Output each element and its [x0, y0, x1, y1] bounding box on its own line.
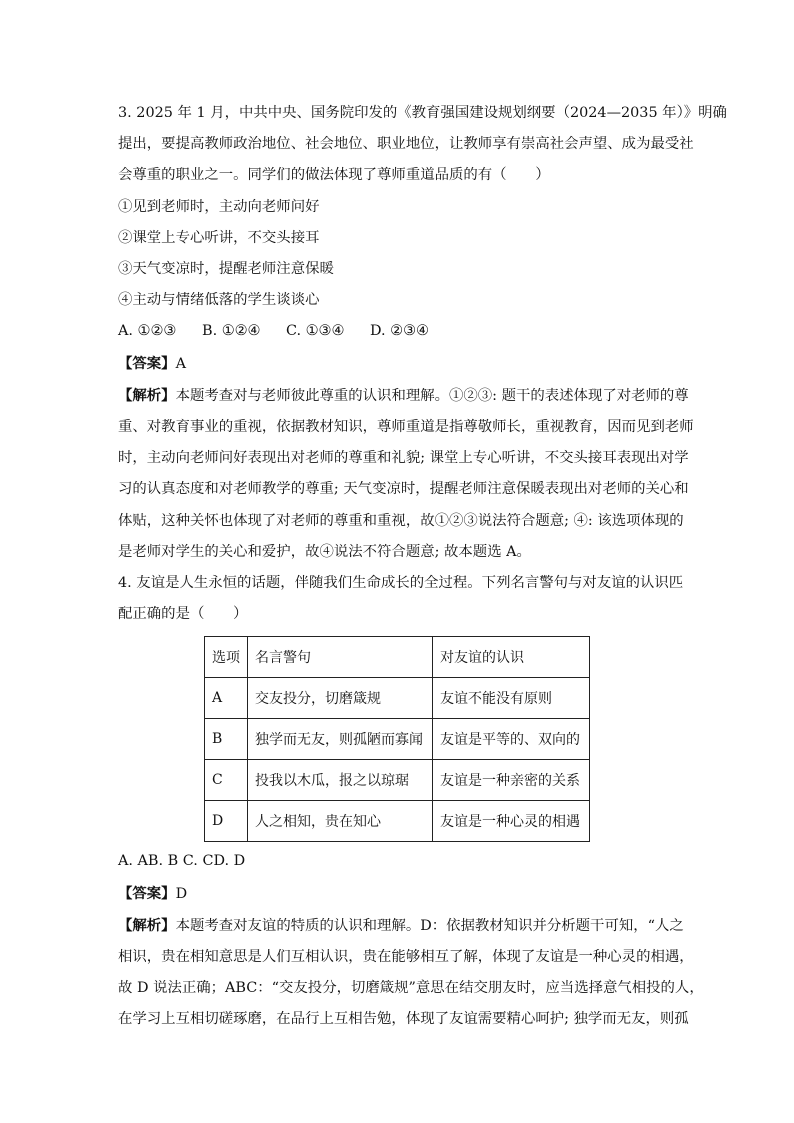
q3-stem-line: 3. 2025 年 1 月，中共中央、国务院印发的《教育强国建设规划纲要（2024—2035 年）》明确: [118, 105, 727, 121]
q3-stem-line: 会尊重的职业之一。同学们的做法体现了尊师重道品质的有（ ）: [118, 167, 550, 184]
q4-options: A. AB. B C. CD. D: [118, 853, 246, 870]
table-header-row: [205, 637, 590, 678]
question-4: [118, 568, 704, 1036]
table-cell: 友谊是平等的、双向的: [433, 719, 590, 760]
analysis-text: 故 D 说法正确；ABC：“交友投分，切磨箴规”意思在结交朋友时，应当选择意气相投的人，: [118, 980, 704, 997]
table-cell: C: [205, 760, 248, 801]
answer-tag: 【答案】: [118, 884, 176, 902]
table-row: [205, 719, 590, 760]
table-cell: 友谊不能没有原则: [433, 678, 590, 719]
analysis-text: 时，主动向老师问好表现出对老师的尊重和礼貌; 课堂上专心听讲，不交头接耳表现出对学: [118, 450, 689, 467]
q3-option-c: C. ①③④: [286, 323, 345, 340]
analysis-text: 本题考查对友谊的特质的认识和理解。D：依据教材知识并分析题干可知，“人之: [175, 917, 684, 934]
analysis-text: 体贴，这种关怀也体现了对老师的尊重和重视，故①②③说法符合题意; ④: 该选项体现的: [118, 512, 684, 529]
analysis-tag: 【解析】: [118, 386, 176, 404]
table-cell: 独学而无友，则孤陋而寡闻: [248, 719, 433, 760]
analysis-text: 习的认真态度和对老师教学的尊重; 天气变凉时，提醒老师注意保暖表现出对老师的关心和: [118, 481, 689, 498]
table-cell: 友谊是一种亲密的关系: [433, 760, 590, 801]
q3-item: ②课堂上专心听讲，不交头接耳: [118, 229, 320, 246]
q3-option-a: A. ①②③: [118, 323, 177, 340]
q3-answer: [118, 348, 682, 380]
q3-options: [118, 316, 682, 347]
table-cell: A: [205, 678, 248, 719]
table-header-cell: 名言警句: [248, 637, 433, 678]
table-cell: B: [205, 719, 248, 760]
q3-item: ③天气变凉时，提醒老师注意保暖: [118, 261, 334, 278]
table-cell: 投我以木瓜，报之以琼琚: [248, 760, 433, 801]
table-header-cell: 选项: [205, 637, 248, 678]
question-3: [118, 98, 727, 568]
q3-stem-line: 提出，要提高教师政治地位、社会地位、职业地位，让教师享有崇高社会声望、成为最受社: [118, 136, 694, 153]
answer-value: A: [175, 355, 186, 372]
table-cell: D: [205, 801, 248, 842]
answer-tag: 【答案】: [118, 354, 176, 372]
analysis-tag: 【解析】: [118, 916, 176, 934]
analysis-text: 相识，贵在相知意思是人们互相认识，贵在能够相互了解，体现了友谊是一种心灵的相遇，: [118, 949, 694, 966]
analysis-text: 在学习上互相切磋琢磨，在品行上互相告勉，体现了友谊需要精心呵护; 独学而无友，则孤: [118, 1011, 689, 1028]
q3-option-d: D. ②③④: [370, 323, 429, 340]
q4-table: [204, 636, 590, 842]
analysis-text: 重、对教育事业的重视，依据教材知识，尊师重道是指尊敬师长，重视教育，因而见到老师: [118, 419, 694, 436]
q3-item: ④主动与情绪低落的学生谈谈心: [118, 292, 320, 309]
table-row: [205, 678, 590, 719]
table-cell: 人之相知，贵在知心: [248, 801, 433, 842]
q4-stem-line: 配正确的是（ ）: [118, 606, 248, 623]
q4-answer: [118, 878, 682, 910]
table-header-cell: 对友谊的认识: [433, 637, 590, 678]
table-cell: 交友投分，切磨箴规: [248, 678, 433, 719]
analysis-text: 是老师对学生的关心和爱护，故④说法不符合题意; 故本题选 A。: [118, 543, 531, 560]
table-row: [205, 760, 590, 801]
document-page: [118, 98, 727, 1036]
q3-option-b: B. ①②④: [202, 323, 261, 340]
q3-analysis: [118, 380, 694, 568]
q3-item: ①见到老师时，主动向老师问好: [118, 198, 320, 215]
q4-analysis: [118, 910, 704, 1036]
table-row: [205, 801, 590, 842]
q4-stem-line: 4. 友谊是人生永恒的话题，伴随我们生命成长的全过程。下列名言警句与对友谊的认识匹: [118, 575, 684, 592]
analysis-text: 本题考查对与老师彼此尊重的认识和理解。①②③: 题干的表述体现了对老师的尊: [175, 387, 689, 404]
table-cell: 友谊是一种心灵的相遇: [433, 801, 590, 842]
answer-value: D: [175, 885, 188, 902]
